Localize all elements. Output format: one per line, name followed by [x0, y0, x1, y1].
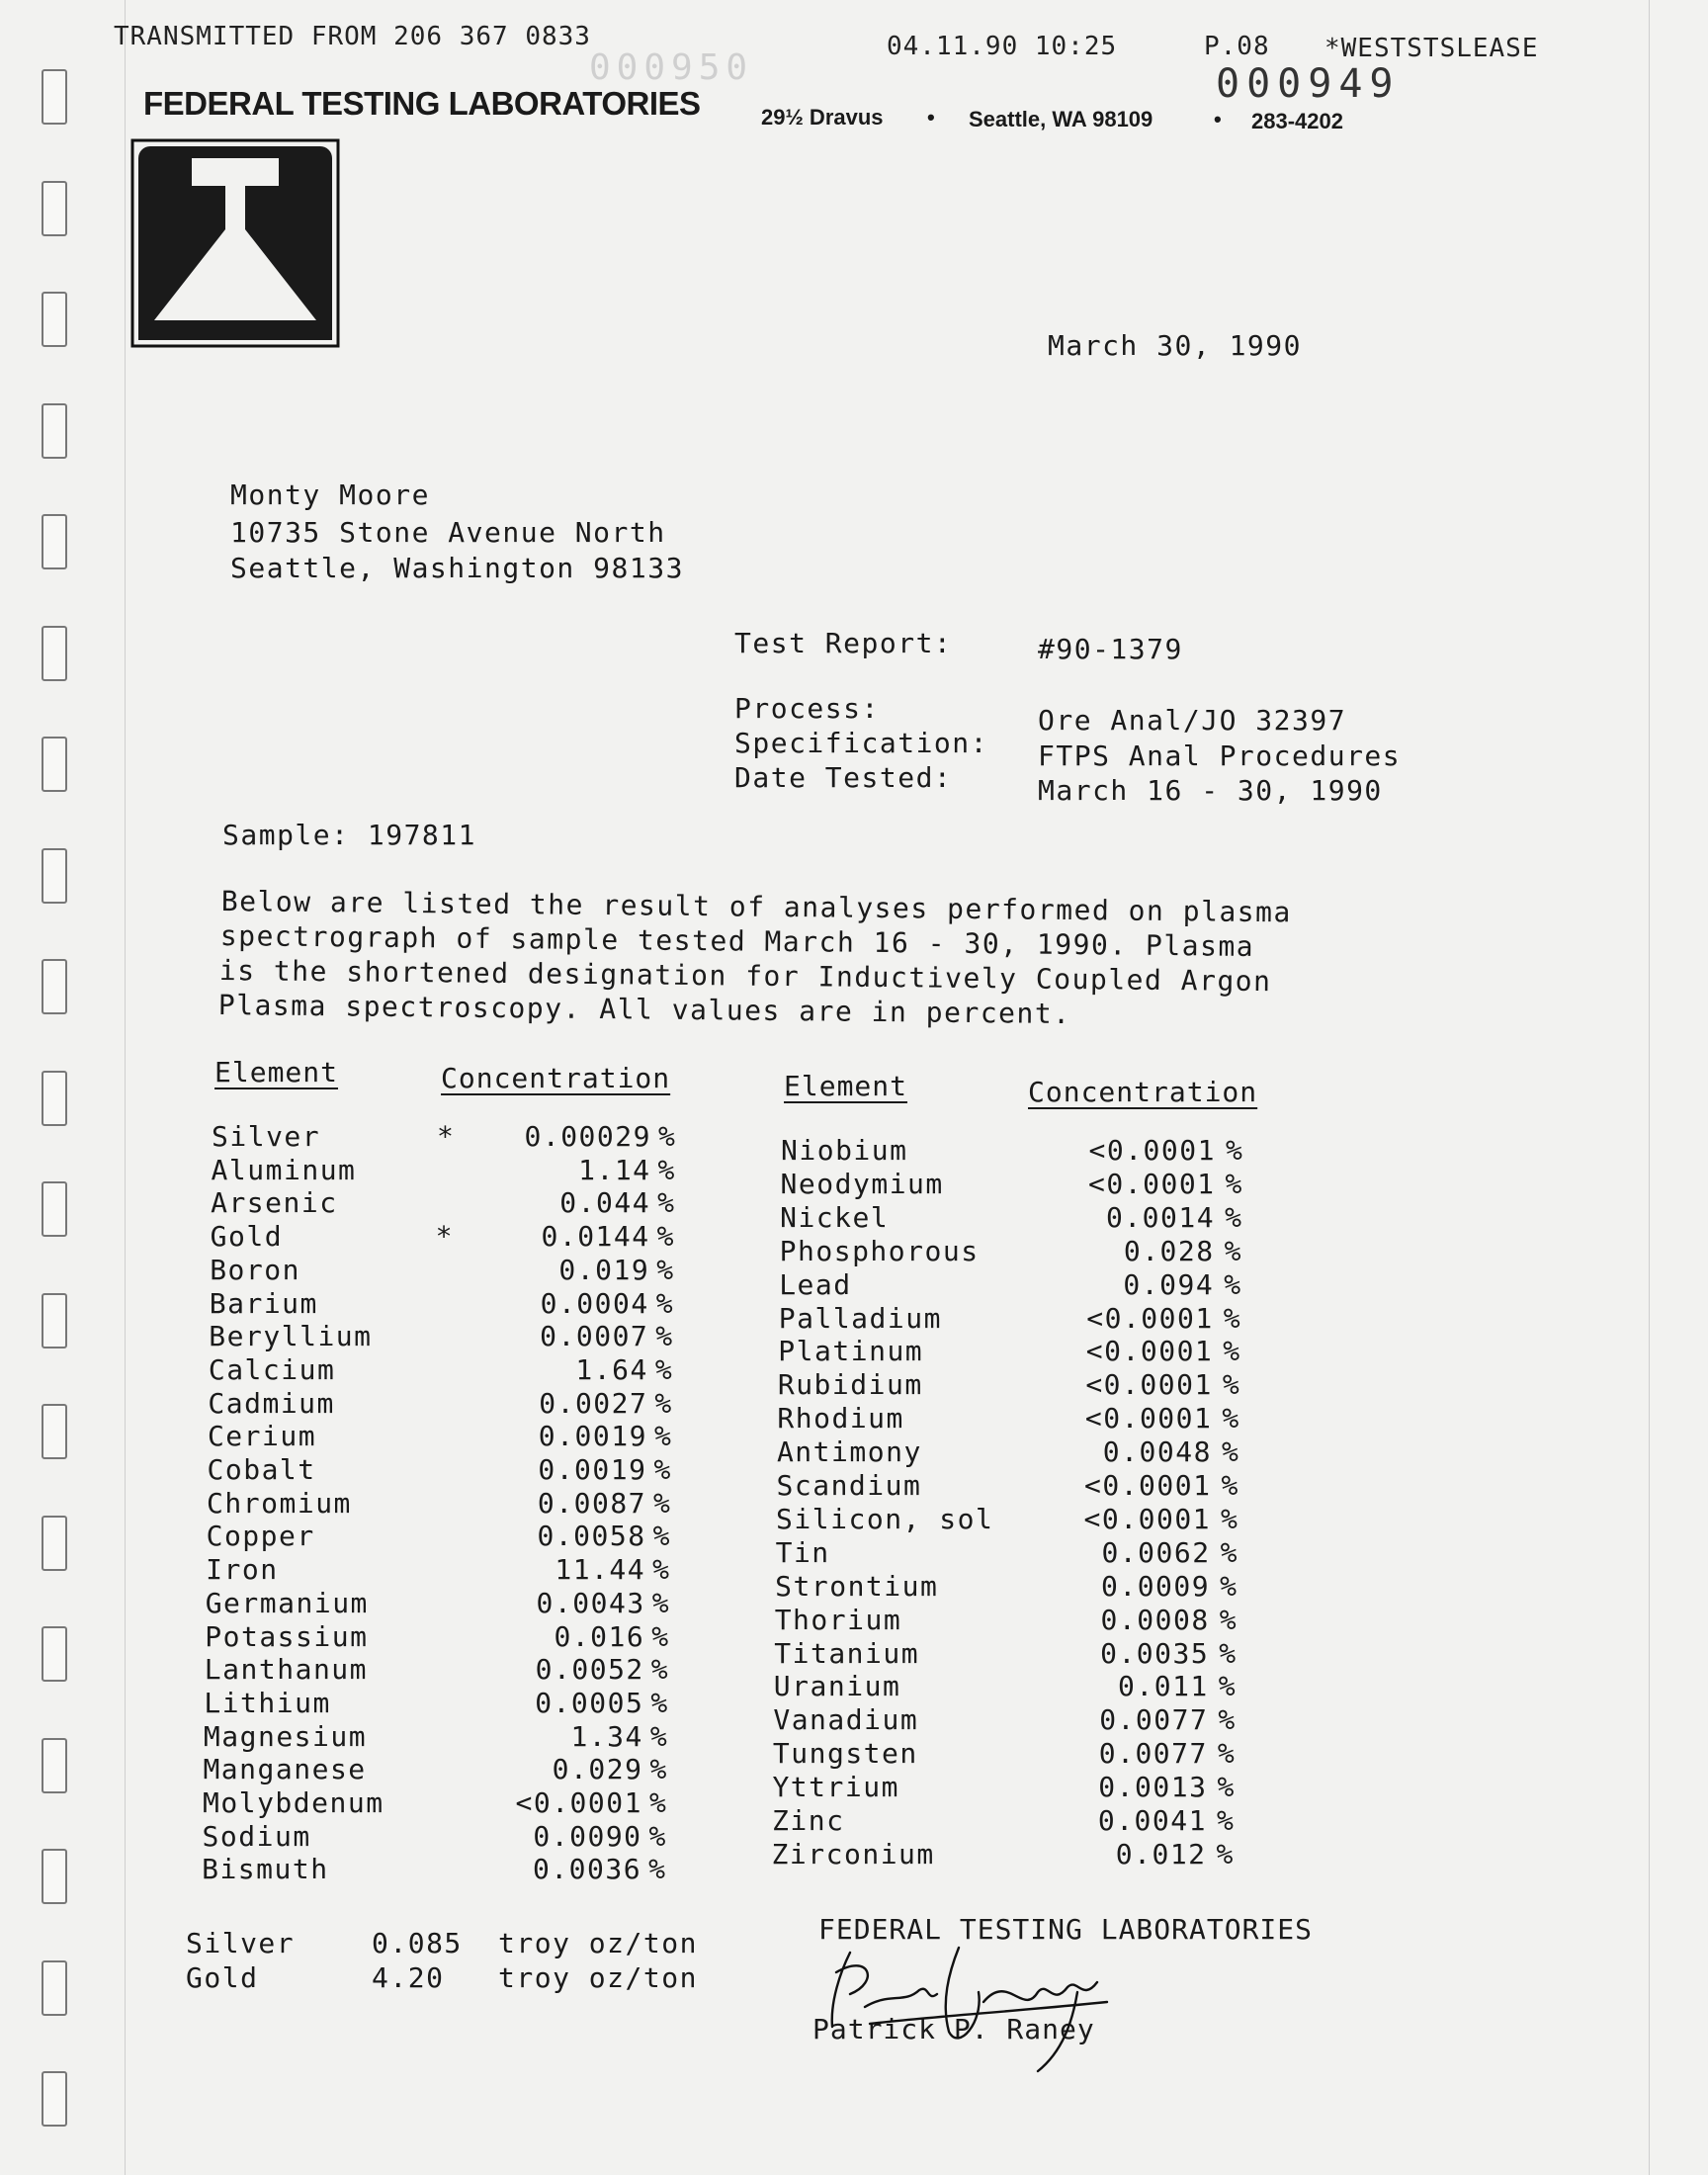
concentration-unit: %	[1225, 1167, 1243, 1200]
fax-datetime: 04.11.90 10:25	[887, 32, 1118, 61]
letterhead-bullet-2: •	[1214, 107, 1222, 131]
concentration-unit: %	[648, 1819, 667, 1853]
concentration-value: 0.0087	[537, 1486, 647, 1520]
concentration-value: 0.0043	[536, 1586, 645, 1619]
element-name: Copper	[206, 1520, 315, 1553]
feed-hole	[42, 514, 67, 569]
date-tested-value: March 16 - 30, 1990	[1038, 774, 1383, 807]
element-name: Iron	[206, 1553, 279, 1587]
feed-hole	[42, 1738, 67, 1793]
element-name: Calcium	[208, 1352, 336, 1386]
concentration-value: 0.0035	[1100, 1636, 1210, 1670]
handwritten-signature	[811, 1933, 1127, 2081]
left-element-header: Element	[214, 1056, 339, 1088]
element-name: Phosphorous	[779, 1234, 980, 1267]
troy-element: Gold	[186, 1961, 259, 1994]
element-row	[774, 1637, 1248, 1671]
concentration-unit: %	[1217, 1737, 1237, 1771]
element-row	[773, 1737, 1247, 1771]
feed-hole	[42, 959, 67, 1014]
concentration-unit: %	[653, 1420, 673, 1453]
troy-unit: troy oz/ton	[498, 1961, 698, 1994]
concentration-value: 1.34	[570, 1719, 643, 1753]
element-name: Palladium	[778, 1301, 942, 1335]
concentration-unit: %	[650, 1686, 669, 1719]
element-name: Silicon, sol	[776, 1502, 994, 1535]
element-name: Molybdenum	[203, 1786, 384, 1819]
concentration-unit: %	[1218, 1670, 1238, 1703]
concentration-value: 0.0041	[1097, 1804, 1207, 1837]
element-name: Gold	[210, 1220, 284, 1254]
concentration-unit: %	[657, 1153, 676, 1186]
element-name: Uranium	[773, 1670, 901, 1703]
element-name: Zinc	[772, 1804, 845, 1837]
right-element-header: Element	[784, 1070, 908, 1102]
element-name: Yttrium	[772, 1771, 899, 1804]
document-stamp-number: 000949	[1216, 61, 1401, 107]
element-row	[779, 1268, 1253, 1302]
element-row	[780, 1201, 1254, 1235]
concentration-unit: %	[652, 1553, 671, 1587]
process-value: Ore Anal/JO 32397	[1038, 704, 1347, 737]
element-name: Manganese	[203, 1753, 367, 1786]
concentration-unit: %	[657, 1186, 676, 1220]
troy-value: 0.085	[372, 1927, 463, 1959]
recipient-street: 10735 Stone Avenue North	[230, 516, 666, 549]
concentration-value: <0.0001	[1088, 1167, 1216, 1200]
element-name: Cerium	[207, 1420, 317, 1453]
element-row	[778, 1368, 1252, 1402]
element-row	[778, 1335, 1252, 1368]
element-name: Tin	[775, 1535, 830, 1569]
element-name: Arsenic	[211, 1186, 338, 1220]
concentration-value: 0.011	[1118, 1670, 1209, 1703]
element-name: Potassium	[205, 1619, 369, 1653]
concentration-mark: *	[435, 1220, 454, 1254]
troy-unit: troy oz/ton	[498, 1927, 698, 1959]
concentration-value: 0.0019	[538, 1453, 647, 1486]
concentration-value: 0.028	[1123, 1234, 1215, 1267]
faded-stamp-number: 000950	[589, 47, 754, 88]
element-name: Titanium	[774, 1636, 920, 1670]
concentration-value: <0.0001	[1084, 1402, 1213, 1436]
concentration-value: 0.0052	[535, 1653, 644, 1687]
concentration-value: <0.0001	[1086, 1301, 1214, 1335]
concentration-unit: %	[1224, 1267, 1242, 1301]
element-name: Germanium	[205, 1586, 369, 1619]
troy-value: 4.20	[372, 1961, 445, 1994]
element-row	[206, 1553, 680, 1587]
signer-name: Patrick P. Raney	[812, 2013, 1095, 2045]
specification-value: FTPS Anal Procedures	[1038, 740, 1402, 772]
element-name: Vanadium	[773, 1703, 919, 1737]
element-name: Zirconium	[771, 1837, 935, 1870]
margin-rule-left	[125, 0, 126, 2175]
concentration-unit: %	[1224, 1234, 1242, 1267]
element-row	[204, 1720, 678, 1754]
right-concentration-header: Concentration	[1028, 1076, 1258, 1108]
element-row	[780, 1235, 1254, 1268]
concentration-unit: %	[654, 1386, 673, 1420]
concentration-value: 0.0004	[540, 1286, 649, 1320]
concentration-value: 0.0090	[533, 1819, 642, 1853]
concentration-unit: %	[656, 1220, 675, 1254]
element-row	[209, 1320, 683, 1353]
feed-hole	[42, 1516, 67, 1571]
concentration-value: <0.0001	[1083, 1469, 1212, 1502]
element-name: Platinum	[778, 1335, 924, 1368]
troy-row	[186, 1927, 739, 1960]
element-row	[205, 1653, 679, 1687]
element-row	[204, 1687, 678, 1720]
intro-paragraph-line-1: Below are listed the result of analyses performed on plasma	[220, 885, 1293, 929]
feed-hole	[42, 1293, 67, 1348]
element-name: Magnesium	[203, 1719, 368, 1753]
concentration-unit: %	[656, 1253, 675, 1286]
left-concentration-header: Concentration	[441, 1062, 671, 1094]
letterhead-phone: 283-4202	[1251, 109, 1343, 133]
element-row	[209, 1353, 683, 1387]
concentration-value: 0.0077	[1098, 1737, 1208, 1771]
concentration-unit: %	[1223, 1335, 1241, 1368]
element-row	[211, 1220, 685, 1254]
element-row	[207, 1487, 681, 1521]
concentration-value: <0.0001	[1085, 1335, 1214, 1368]
concentration-value: <0.0001	[515, 1786, 642, 1819]
element-row	[775, 1604, 1249, 1637]
concentration-value: <0.0001	[1088, 1134, 1216, 1167]
element-row	[212, 1120, 686, 1154]
element-row	[208, 1387, 682, 1421]
date-tested-label: Date Tested:	[734, 761, 953, 794]
concentration-value: 0.0077	[1099, 1703, 1209, 1737]
margin-rule-right	[1649, 0, 1650, 2175]
element-name: Thorium	[774, 1603, 902, 1636]
element-name: Aluminum	[211, 1153, 357, 1186]
concentration-value: 0.019	[558, 1253, 650, 1286]
concentration-unit: %	[1223, 1301, 1242, 1335]
troy-element: Silver	[186, 1927, 296, 1959]
test-report-label: Test Report:	[734, 627, 953, 659]
element-row	[777, 1469, 1251, 1503]
concentration-value: 0.0027	[539, 1386, 648, 1420]
concentration-value: 0.044	[559, 1186, 651, 1220]
concentration-unit: %	[1221, 1436, 1240, 1469]
letterhead-company-name: FEDERAL TESTING LABORATORIES	[143, 85, 701, 122]
feed-hole	[42, 1181, 67, 1237]
specification-label: Specification:	[734, 727, 989, 759]
intro-paragraph-line-2: spectrograph of sample tested March 16 - 30, 1990. Plasma	[219, 919, 1255, 963]
element-row	[781, 1134, 1255, 1168]
element-name: Bismuth	[202, 1853, 329, 1886]
concentration-unit: %	[653, 1486, 672, 1520]
concentration-unit: %	[649, 1786, 668, 1819]
element-row	[207, 1520, 681, 1553]
feed-hole	[42, 292, 67, 347]
concentration-unit: %	[1219, 1636, 1238, 1670]
concentration-mark: *	[437, 1120, 456, 1153]
element-row	[208, 1420, 682, 1453]
concentration-value: 0.0009	[1100, 1569, 1211, 1603]
concentration-unit: %	[651, 1619, 670, 1653]
element-row	[203, 1786, 677, 1820]
element-name: Beryllium	[209, 1320, 373, 1353]
element-name: Chromium	[207, 1486, 352, 1520]
element-row	[772, 1804, 1246, 1838]
test-report-value: #90-1379	[1038, 633, 1183, 665]
letterhead-bullet-1: •	[927, 105, 935, 130]
concentration-value: 1.64	[575, 1352, 648, 1386]
element-name: Tungsten	[772, 1737, 918, 1771]
concentration-value: 0.0019	[538, 1420, 647, 1453]
element-row	[211, 1186, 685, 1220]
feed-hole	[42, 403, 67, 459]
element-name: Barium	[209, 1286, 318, 1320]
element-name: Silver	[212, 1120, 321, 1153]
element-name: Niobium	[781, 1134, 908, 1167]
feed-hole	[42, 181, 67, 236]
concentration-value: 0.00029	[524, 1120, 651, 1153]
element-row	[775, 1570, 1249, 1604]
element-row	[212, 1154, 686, 1187]
concentration-unit: %	[655, 1320, 674, 1353]
element-row	[777, 1436, 1251, 1469]
element-row	[772, 1771, 1246, 1804]
concentration-unit: %	[651, 1586, 671, 1619]
letterhead-city: Seattle, WA 98109	[969, 107, 1153, 131]
concentration-unit: %	[1220, 1535, 1238, 1569]
concentration-unit: %	[1220, 1569, 1238, 1603]
concentration-value: 0.016	[554, 1619, 645, 1653]
sample-id: Sample: 197811	[222, 819, 477, 851]
element-row	[772, 1838, 1246, 1871]
concentration-value: 0.0008	[1100, 1603, 1210, 1636]
concentration-unit: %	[654, 1352, 674, 1386]
concentration-unit: %	[1221, 1469, 1239, 1502]
element-name: Lanthanum	[204, 1653, 369, 1687]
element-row	[774, 1670, 1248, 1703]
concentration-unit: %	[1222, 1402, 1240, 1436]
element-name: Cadmium	[208, 1386, 335, 1420]
concentration-unit: %	[1219, 1603, 1238, 1636]
feed-hole	[42, 848, 67, 904]
element-name: Cobalt	[207, 1453, 316, 1486]
recipient-city: Seattle, Washington 98133	[230, 552, 684, 584]
fax-page: P.08	[1204, 32, 1270, 61]
element-row	[206, 1587, 680, 1620]
concentration-unit: %	[649, 1753, 668, 1786]
flask-logo-icon	[130, 138, 340, 348]
concentration-value: 0.029	[552, 1753, 643, 1786]
process-label: Process:	[734, 692, 880, 725]
feed-hole	[42, 1960, 67, 2016]
element-row	[210, 1254, 684, 1287]
element-row	[202, 1853, 676, 1886]
concentration-value: 0.0007	[540, 1320, 649, 1353]
element-name: Sodium	[202, 1819, 311, 1853]
concentration-value: 0.0005	[535, 1686, 644, 1719]
letter-date: March 30, 1990	[1048, 329, 1303, 362]
concentration-unit: %	[1221, 1502, 1239, 1535]
recipient-name: Monty Moore	[230, 478, 430, 511]
feed-hole	[42, 737, 67, 792]
feed-hole	[42, 626, 67, 681]
intro-paragraph-line-3: is the shortened designation for Inductively Coupled Argon	[218, 954, 1272, 999]
concentration-value: 1.14	[578, 1153, 651, 1186]
feed-hole	[42, 69, 67, 125]
concentration-value: 0.0036	[532, 1853, 642, 1886]
concentration-unit: %	[1222, 1368, 1241, 1402]
element-name: Strontium	[775, 1569, 939, 1603]
concentration-unit: %	[655, 1286, 675, 1320]
concentration-unit: %	[1217, 1804, 1236, 1837]
element-name: Nickel	[780, 1200, 890, 1234]
concentration-value: 0.0014	[1105, 1200, 1216, 1234]
feed-hole	[42, 1626, 67, 1682]
element-row	[777, 1402, 1251, 1436]
fax-tag: *WESTSTSLEASE	[1324, 34, 1539, 63]
feed-hole	[42, 1071, 67, 1126]
element-row	[773, 1703, 1247, 1737]
element-name: Antimony	[776, 1436, 922, 1469]
concentration-value: 0.0058	[537, 1520, 646, 1553]
concentration-unit: %	[658, 1120, 677, 1153]
concentration-value: 0.0062	[1101, 1535, 1211, 1569]
concentration-value: 11.44	[555, 1553, 646, 1587]
feed-hole	[42, 1404, 67, 1459]
element-row	[205, 1620, 679, 1654]
element-row	[779, 1302, 1253, 1336]
concentration-unit: %	[649, 1719, 669, 1753]
concentration-value: <0.0001	[1085, 1368, 1213, 1402]
element-name: Boron	[210, 1253, 300, 1286]
intro-paragraph-line-4: Plasma spectroscopy. All values are in percent.	[217, 989, 1071, 1031]
element-row	[210, 1287, 684, 1321]
element-name: Lead	[779, 1267, 852, 1301]
concentration-unit: %	[1226, 1134, 1244, 1167]
concentration-value: 0.0013	[1098, 1771, 1208, 1804]
element-row	[203, 1753, 677, 1786]
concentration-unit: %	[1216, 1837, 1235, 1870]
feed-hole	[42, 2071, 67, 2127]
troy-row	[186, 1961, 739, 1995]
element-row	[776, 1536, 1250, 1570]
letterhead-street: 29½ Dravus	[761, 105, 884, 130]
element-row	[781, 1168, 1255, 1201]
element-name: Neodymium	[780, 1167, 944, 1200]
concentration-unit: %	[652, 1520, 671, 1553]
concentration-unit: %	[1217, 1771, 1236, 1804]
element-row	[776, 1503, 1250, 1536]
concentration-unit: %	[1225, 1200, 1243, 1234]
concentration-value: 0.0144	[541, 1220, 650, 1254]
fax-transmitted-from: TRANSMITTED FROM 206 367 0833	[114, 22, 591, 51]
concentration-value: 0.0048	[1102, 1436, 1212, 1469]
feed-hole	[42, 1849, 67, 1904]
element-row	[203, 1820, 677, 1854]
concentration-value: 0.012	[1115, 1837, 1207, 1870]
concentration-unit: %	[648, 1853, 667, 1886]
element-name: Rhodium	[777, 1402, 904, 1436]
element-row	[208, 1453, 682, 1487]
signature-organization: FEDERAL TESTING LABORATORIES	[818, 1913, 1314, 1946]
concentration-value: <0.0001	[1083, 1502, 1212, 1535]
concentration-unit: %	[653, 1453, 672, 1486]
element-name: Rubidium	[777, 1368, 923, 1402]
concentration-unit: %	[1218, 1703, 1237, 1737]
element-name: Scandium	[776, 1469, 922, 1502]
concentration-unit: %	[650, 1653, 670, 1687]
element-name: Lithium	[204, 1686, 331, 1719]
concentration-value: 0.094	[1123, 1267, 1215, 1301]
